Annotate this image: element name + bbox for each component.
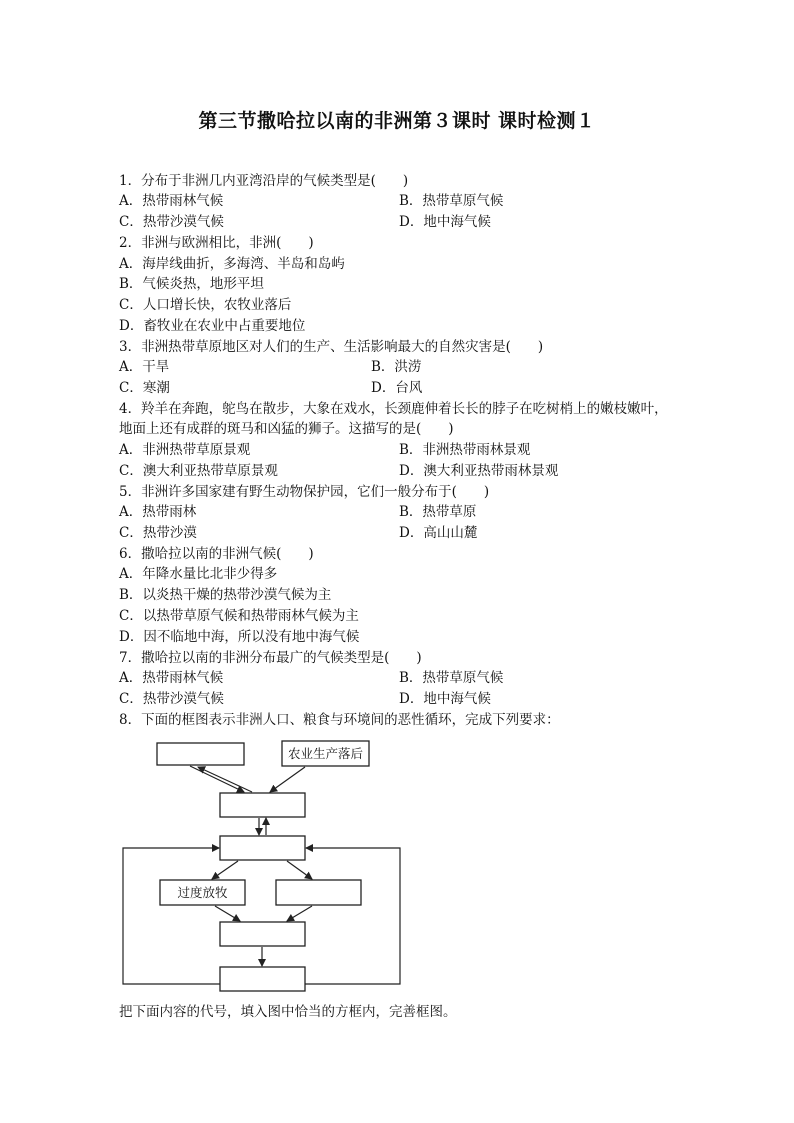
loop-left (123, 848, 220, 984)
q4-option-b: B．非洲热带雨林景观 (399, 442, 531, 458)
q1-option-d: D．地中海气候 (399, 214, 491, 230)
q6-option-c: C．以热带草原气候和热带雨林气候为主 (119, 608, 359, 624)
q4-option-c: C．澳大利亚热带草原景观 (119, 463, 278, 479)
q7-option-c: C．热带沙漠气候 (119, 691, 224, 707)
q5-option-d: D．高山山麓 (399, 525, 478, 541)
blank-box-lower[interactable] (220, 922, 305, 946)
question-5-stem: 5．非洲许多国家建有野生动物保护园，它们一般分布于( ) (119, 484, 490, 500)
q4-option-a: A．非洲热带草原景观 (119, 442, 251, 458)
q2-option-a: A．海岸线曲折，多海湾、半岛和岛屿 (119, 256, 345, 272)
blank-box-middle-1[interactable] (220, 793, 305, 817)
instruction-text: 把下面内容的代号，填入图中恰当的方框内，完善框图。 (119, 1004, 457, 1020)
q6-option-b: B．以炎热干燥的热带沙漠气候为主 (119, 587, 332, 603)
q2-option-b: B．气候炎热，地形平坦 (119, 276, 264, 292)
q3-option-c: C．寒潮 (119, 380, 170, 396)
question-1-stem: 1．分布于非洲几内亚湾沿岸的气候类型是( ) (119, 173, 409, 189)
question-7-stem: 7．撒哈拉以南的非洲分布最广的气候类型是( ) (119, 650, 422, 666)
q4-option-d: D．澳大利亚热带雨林景观 (399, 463, 559, 479)
blank-box-bottom[interactable] (220, 967, 305, 991)
blank-box-right[interactable] (276, 880, 361, 905)
loop-right (305, 848, 400, 984)
q3-option-a: A．干旱 (119, 359, 170, 375)
q6-option-d: D．因不临地中海，所以没有地中海气候 (119, 629, 360, 645)
question-3-stem: 3．非洲热带草原地区对人们的生产、生活影响最大的自然灾害是( ) (119, 339, 544, 355)
q5-option-c: C．热带沙漠 (119, 525, 197, 541)
blank-box-middle-2[interactable] (220, 836, 305, 860)
question-4-stem: 4．羚羊在奔跑，鸵鸟在散步，大象在戏水，长颈鹿伸着长长的脖子在吃树梢上的嫩枝嫩叶， (119, 401, 668, 417)
q1-option-a: A．热带雨林气候 (119, 193, 224, 209)
arrow-topleft-to-mid1 (190, 766, 244, 792)
overgrazing-label: 过度放牧 (177, 885, 228, 900)
q5-option-b: B．热带草原 (399, 504, 477, 520)
arrow-mid2-to-overgraze (212, 861, 238, 879)
question-4-stem-cont: 地面上还有成群的斑马和凶猛的狮子。这描写的是( ) (119, 421, 454, 437)
arrow-right-to-lower (287, 906, 312, 921)
arrow-agri-to-mid1 (270, 767, 305, 792)
q7-option-b: B．热带草原气候 (399, 670, 504, 686)
q7-option-d: D．地中海气候 (399, 691, 491, 707)
arrow-mid1-to-topleft (198, 767, 252, 792)
q6-option-a: A．年降水量比北非少得多 (119, 566, 278, 582)
question-2-stem: 2．非洲与欧洲相比，非洲( ) (119, 235, 314, 251)
question-6-stem: 6．撒哈拉以南的非洲气候( ) (119, 546, 314, 562)
page-title: 第三节撒哈拉以南的非洲第３课时 课时检测１ (198, 110, 596, 132)
q3-option-b: B．洪涝 (371, 359, 422, 375)
blank-box-top-left[interactable] (157, 743, 244, 765)
agri-backward-label: 农业生产落后 (287, 746, 364, 761)
arrow-mid2-to-right (287, 861, 312, 879)
arrow-overgraze-to-lower (215, 906, 240, 921)
q1-option-c: C．热带沙漠气候 (119, 214, 224, 230)
q1-option-b: B．热带草原气候 (399, 193, 504, 209)
q2-option-c: C．人口增长快，农牧业落后 (119, 297, 292, 313)
q5-option-a: A．热带雨林 (119, 504, 197, 520)
q2-option-d: D．畜牧业在农业中占重要地位 (119, 318, 306, 334)
q3-option-d: D．台风 (371, 380, 423, 396)
question-8-stem: 8．下面的框图表示非洲人口、粮食与环境间的恶性循环，完成下列要求： (119, 712, 560, 728)
q7-option-a: A．热带雨林气候 (119, 670, 224, 686)
